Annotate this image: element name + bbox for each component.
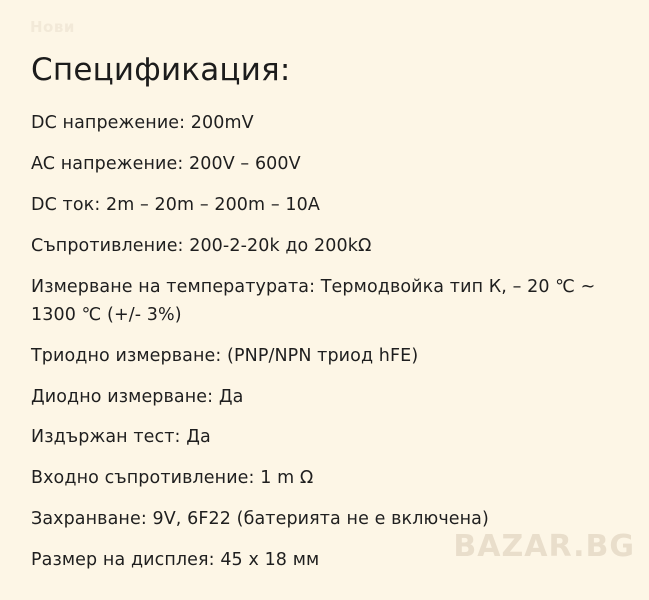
list-item: Измерване на температурата: Термодвойка тип К, – 20 ℃ ~ 1300 ℃ (+/- 3%) xyxy=(31,276,596,325)
list-item: DC ток: 2m – 20m – 200m – 10A xyxy=(31,194,320,215)
list-item: Диодно измерване: Да xyxy=(31,386,244,407)
list-item: Съпротивление: 200-2-20k до 200kΩ xyxy=(31,235,372,256)
list-item: AC напрежение: 200V – 600V xyxy=(31,154,301,175)
list-item: Триодно измерване: (PNP/NPN триод hFE) xyxy=(31,345,419,366)
specification-list xyxy=(31,109,629,574)
list-item: Входно съпротивление: 1 m Ω xyxy=(31,468,314,489)
list-item: Издържан тест: Да xyxy=(31,427,211,448)
watermark-bazar-bg: BAZAR.BG xyxy=(453,529,635,564)
page-title: Спецификация: xyxy=(31,52,291,88)
list-item: DC напрежение: 200mV xyxy=(31,113,254,134)
watermark-top-left: Нови xyxy=(30,18,75,36)
specification-section xyxy=(31,52,629,574)
list-item: Размер на дисплея: 45 x 18 мм xyxy=(31,549,320,570)
list-item: Захранване: 9V, 6F22 (батерията не е включена) xyxy=(31,509,489,530)
